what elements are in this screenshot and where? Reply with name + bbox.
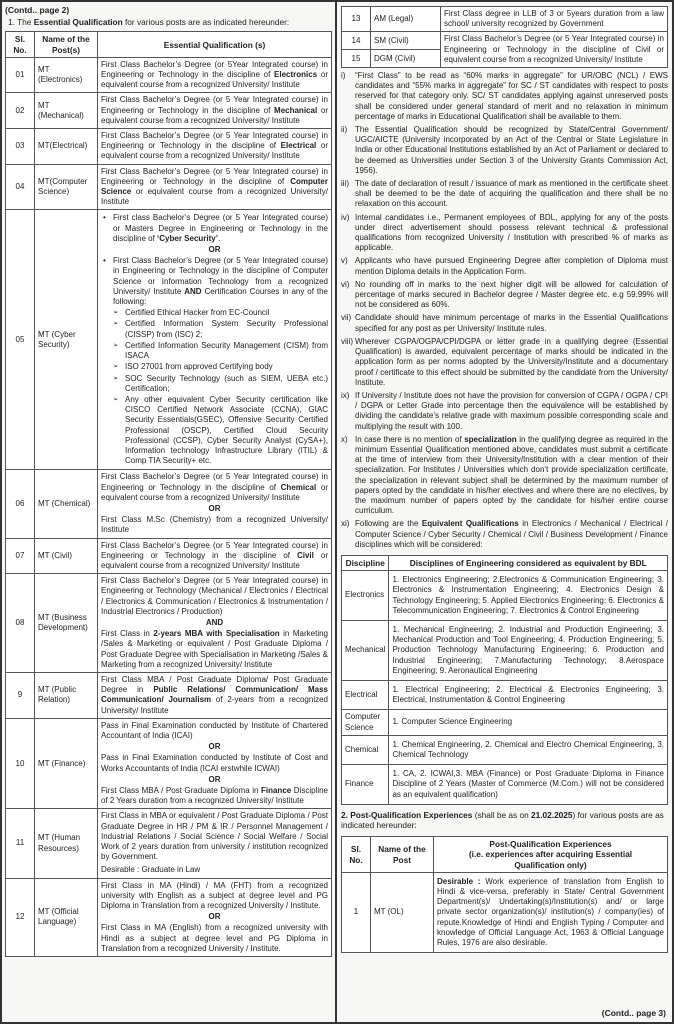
sl-no: 04	[6, 164, 35, 210]
text-segment: Internal candidates i.e., Permanent employees of BDL, applying for any of the posts under direct advertisement should possess relevant technical & professional qualifications from recognized University / Institution with prescribed % of marks as applicable.	[355, 212, 668, 253]
qualification	[98, 470, 332, 538]
bold-text: Electronics	[274, 70, 318, 80]
header-experience	[434, 837, 668, 873]
note-item	[341, 280, 668, 311]
table-row	[342, 620, 668, 680]
equivalent-disciplines: 1. Chemical Engineering, 2. Chemical and Electro Chemical Engineering, 3. Chemical Technology	[389, 735, 668, 764]
table-row	[6, 809, 332, 878]
bold-text: 2-years MBA with Specialisation	[153, 629, 280, 639]
text-segment: First Class MBA / Post Graduate Diploma/ Post Graduate Degree in	[101, 674, 328, 695]
post-qualification-experience-table	[341, 836, 668, 953]
table-row	[6, 574, 332, 673]
text-segment: Wherever CGPA/OGPA/CPI/DGPA or letter grade in a qualifying degree (Essential Qualification) is awarded, equivalent percentage of marks should be indicated in the application form as per norms adopted by the University/Institute and a documentary proof / certificate to this effect should be submitted by the candidate from the University/ Institute.	[355, 336, 668, 387]
text-segment: or equivalent course from a recognized University/ Institute	[101, 187, 328, 207]
qualification	[98, 93, 332, 129]
sl-no: 12	[6, 878, 35, 956]
bold-text: Equivalent Qualifications	[421, 519, 519, 529]
or-separator: OR	[208, 742, 221, 752]
qualification	[98, 878, 332, 956]
section-2-intro	[341, 810, 668, 830]
post-name: MT (Civil)	[35, 538, 98, 574]
sub-bullet-item	[101, 374, 328, 394]
sl-no: 07	[6, 538, 35, 574]
sl-no: 13	[342, 7, 371, 32]
text-segment: Applicants who have pursued Engineering Degree after completion of Diploma must mention Diploma details in the Application Form.	[355, 256, 668, 276]
header-sl-no: Sl. No.	[6, 32, 35, 57]
equivalent-disciplines-table	[341, 555, 668, 805]
right-column	[337, 2, 672, 1022]
paragraph	[101, 786, 328, 806]
sl-no: 10	[6, 718, 35, 809]
bullet-item	[101, 213, 328, 244]
sl-no: 03	[6, 129, 35, 165]
essential-qualification-table-continued	[341, 6, 668, 68]
qualification	[98, 809, 332, 878]
note-item	[341, 435, 668, 517]
bold-text: 21.02.2025	[531, 809, 573, 820]
text-segment: Certified Information System Security Professional (CISSP) from (ISC) 2;	[125, 319, 328, 339]
paragraph	[101, 541, 328, 572]
text-segment: for various posts are as indicated hereunder:	[122, 17, 290, 28]
post-name: MT (Cyber Security)	[35, 210, 98, 470]
table-row	[342, 710, 668, 735]
text-segment: Pass in Final Examination conducted by Institute of Cost and Works Accountants of India (ICAI erstwhile ICWAI)	[101, 753, 328, 773]
text-segment: “First Class” to be read as “60% marks in aggregate” for UR/OBC (NCL) / EWS candidates and “55% marks in aggregate” for SC / ST candidates with respect to posts reserved for that category only. SC/ ST candidates applying against unreserved posts shall be considered under general standard of merit and no relaxation in minimum percentage of marks in Educational Qualification shall be available to them.	[355, 71, 668, 121]
post-name: MT (Human Resources)	[35, 809, 98, 878]
note-text	[355, 337, 668, 388]
sl-no: 06	[6, 470, 35, 538]
text-segment: First Class in MBA or equivalent / Post Graduate Diploma / Post Graduate Degree in HR / PM & IR / Personnel Management / Industrial Relations / Social Science / Social Welfare / Social Work of 2 years duration from university / institution recognized by Government.	[101, 811, 328, 862]
bold-text: Computer Science	[101, 176, 328, 197]
paragraph	[101, 131, 328, 162]
text-segment: or equivalent course from a recognized University/ Institute	[101, 550, 328, 570]
note-item	[341, 213, 668, 254]
equivalent-disciplines: 1. Electronics Engineering; 2.Electronics & Communication Engineering; 3. Electronics & Instrumentation Engineering; 4. Electronics Design & Technology Engineering; 5. Applied Electronics Engineering; 6. Electronics & Telecommunication Engineering; 7. Electronics & Control Engineering	[389, 571, 668, 621]
text-segment: First class Bachelor’s Degree (or 5 Year Integrated course) or Masters Degree in Engineering or Technology in the discipline of	[113, 213, 328, 243]
notes-list	[341, 71, 668, 550]
paragraph	[101, 95, 328, 126]
text-segment: First Class Bachelor’s Degree (or 5 Year Integrated course) in Engineering or Technology in the discipline of Computer Science or Information Technology from a recognized University/ Institute	[113, 256, 328, 296]
equivalent-disciplines: 1. Electrical Engineering; 2. Electrical & Electronics Engineering; 3. Electrical, Instrumentation & Control Engineering	[389, 680, 668, 709]
sl-no: 1	[342, 872, 371, 952]
paragraph	[101, 515, 328, 535]
note-number: xi)	[341, 519, 350, 529]
or-separator: AND	[205, 617, 224, 627]
experience	[434, 872, 668, 952]
note-text	[355, 519, 668, 550]
header-post-name: Name of the Post(s)	[35, 32, 98, 57]
sub-bullet-item	[101, 341, 328, 361]
post-name: MT (Finance)	[35, 718, 98, 809]
note-text	[355, 280, 668, 311]
text-segment: Following are the	[355, 519, 422, 529]
sub-bullet-item	[101, 395, 328, 466]
note-number: vii)	[341, 313, 352, 323]
post-name: MT(Computer Science)	[35, 164, 98, 210]
paragraph	[101, 472, 328, 503]
sl-no: 05	[6, 210, 35, 470]
discipline: Mechanical	[342, 620, 389, 680]
table-row	[6, 93, 332, 129]
note-item	[341, 313, 668, 333]
paragraph	[101, 811, 328, 862]
discipline: Electronics	[342, 571, 389, 621]
text-segment: First Class MBA / Post Graduate Diploma in	[101, 786, 261, 796]
qualification	[98, 210, 332, 470]
header-experience-title: Post-Qualification Experiences	[489, 839, 612, 850]
text-segment: Certified Ethical Hacker from EC-Council	[125, 308, 270, 318]
note-text	[355, 256, 668, 276]
table-row	[6, 538, 332, 574]
text-segment: Candidate should have minimum percentage of marks in the Essential Qualifications specified for any post as per University/ Institute rules.	[355, 313, 668, 333]
paragraph	[101, 675, 328, 716]
post-name: MT (Official Language)	[35, 878, 98, 956]
discipline: Chemical	[342, 735, 389, 764]
sl-no: 11	[6, 809, 35, 878]
post-name: MT (Mechanical)	[35, 93, 98, 129]
text-segment: Work experience of translation from English to Hindi & vice-versa, preferably in State/ Central Government Department(s)/ Undertaking(s)/Institution(s) and/ or large private sector organization(s)/ institution(s) / company(ies) of repute.Knowledge of Hindi and English Typing / Computer and knowledge of Official Language Act, 1963 & Official Language Rules, 1976 are also desirable.	[437, 876, 664, 948]
text-segment: The date of declaration of result / issuance of mark as mentioned in the certificate sheet shall be deemed to be the date of acquiring the qualification and there shall be no relaxation on this account.	[355, 179, 668, 209]
table-row	[6, 718, 332, 809]
text-segment: First Class Bachelor’s Degree (or 5 Year Integrated course) in Engineering or Technology in the discipline of	[101, 131, 328, 151]
note-item	[341, 337, 668, 388]
table-row	[6, 164, 332, 210]
table-row	[6, 129, 332, 165]
text-segment: No rounding off in marks to the next higher digit will be allowed for calculation of percentage of marks secured in Bachelor degree / Master degree etc. e.g 59.99% will not be considered as 60%.	[355, 279, 668, 310]
note-text	[355, 435, 668, 517]
discipline: Electrical	[342, 680, 389, 709]
paragraph	[101, 865, 328, 875]
table-row	[342, 765, 668, 805]
bold-text: Chemical	[280, 482, 317, 492]
table-row	[6, 210, 332, 470]
text-segment: ) for various posts are as indicated hereunder:	[341, 809, 664, 831]
table-header-row	[342, 837, 668, 873]
text-segment: Any other equivalent Cyber Security certification like CISCO Certified Network Associate (CCNA), GIAC Security Essentials(GSEC), Offensive Security Certified Professional (OSCP), Certified Cloud Security Professional (CCSP), Cyber Security Analyst (CySA+), Information technology Infrastructure Library (ITIL) & Comp TIA Security+ etc.	[125, 394, 328, 466]
note-text	[355, 179, 668, 210]
table-row	[6, 878, 332, 956]
header-sl-no: Sl. No.	[342, 837, 371, 873]
essential-qualification-table	[5, 31, 332, 957]
header-discipline: Discipline	[342, 555, 389, 570]
or-separator: OR	[208, 245, 221, 255]
sub-bullet-item	[101, 362, 328, 372]
text-segment: Pass in Final Examination conducted by Institute of Chartered Accountant of India (ICAI)	[101, 720, 328, 740]
note-number: x)	[341, 434, 348, 444]
bold-text: 2. Post-Qualification Experiences	[341, 809, 473, 820]
text-segment: Discipline of 2 Years duration from a recognized University/ Institute	[101, 786, 328, 806]
or-separator: OR	[208, 912, 221, 922]
text-segment: 1. The	[8, 17, 34, 28]
note-number: vi)	[341, 279, 350, 289]
bold-text: specialization	[464, 434, 517, 444]
bold-text: Finance	[260, 786, 292, 796]
paragraph	[101, 721, 328, 741]
paragraph	[101, 753, 328, 773]
text-segment: First Class Bachelor’s Degree (or 5 Year Integrated course) in Engineering or Technology in the discipline of	[101, 540, 328, 560]
text-segment: .	[217, 233, 221, 243]
text-segment: First Class M.Sc (Chemistry) from a recognized University/ Institute	[101, 515, 328, 535]
bold-text: Essential Qualification	[33, 17, 123, 28]
continued-label: (Contd.. page 2)	[5, 5, 70, 15]
note-number: viii)	[341, 336, 353, 346]
post-name: MT (OL)	[371, 872, 434, 952]
bullet-item	[101, 256, 328, 307]
paragraph	[101, 167, 328, 208]
table-row	[342, 571, 668, 621]
text-segment: First Class Bachelor’s Degree (or 5 Year Integrated course) in Engineering or Technology in the discipline of	[101, 166, 328, 186]
text-segment: If University / Institute does not have the provision for conversion of CGPA / OGPA / CPI / DGPA or Letter Grade into percentage then the equivalence will be established by dividing the candidate’s relative grade with maximum possible corresponding scale and multiplying the result with 100.	[355, 390, 668, 431]
text-segment: First Class in	[101, 629, 154, 639]
note-number: v)	[341, 256, 348, 266]
sl-no: 01	[6, 57, 35, 93]
note-number: iv)	[341, 212, 350, 222]
paragraph	[101, 60, 328, 91]
text-segment: Certified Information Security Management (CISM) from ISACA	[125, 340, 328, 361]
text-segment: First Class Bachelor’s Degree (or 5 Year Integrated course) in Engineering or Technology (Mechanical / Electronics / Electrical / Electronics & Communication / Electronics & Instrumentation / Industrial Electronics / Production)	[101, 576, 328, 616]
note-text	[355, 313, 668, 333]
qualification	[98, 672, 332, 718]
post-name: MT (Business Development)	[35, 574, 98, 673]
bold-text: Public Relations/ Communication/ Mass Communication/ Journalism	[101, 685, 328, 705]
note-item	[341, 71, 668, 122]
text-segment: First Class Bachelor’s Degree (or 5 Year Integrated course) in Engineering or Technology in the discipline of	[101, 95, 328, 115]
post-name: AM (Legal)	[371, 7, 441, 32]
bold-text: Desirable :	[437, 876, 481, 886]
table-header-row	[342, 555, 668, 570]
note-item	[341, 179, 668, 210]
note-item	[341, 256, 668, 276]
post-name: MT (Chemical)	[35, 470, 98, 538]
paragraph	[101, 881, 328, 912]
text-segment: First Class in MA (Hindi) / MA (FHT) from a recognized university with English as a subject at degree level and PG Diploma in Translation from a recognized University / Institute.	[101, 880, 328, 911]
paragraph	[101, 576, 328, 617]
post-name: MT(Electrical)	[35, 129, 98, 165]
post-name: DGM (Civil)	[371, 50, 441, 68]
post-name: MT (Electronics)	[35, 57, 98, 93]
paragraph	[101, 629, 328, 670]
text-segment: in the qualifying degree as required in the minimum Essential Qualification mentioned above, candidates must submit a certificate at the time of interview from their University/Institution with a clear mention of their specialization. For Institutes / Universities which don’t provide specialization certificate, the specialization in relevant subject shall be determined by the maximum number of papers opted by the candidate in his/her electives and where there are no electives, by the maximum number of papers opted by the candidate for his/her entire course curriculum.	[355, 434, 669, 516]
discipline: Finance	[342, 765, 389, 805]
text-segment: In case there is no mention of	[355, 434, 465, 444]
note-number: ii)	[341, 125, 348, 135]
note-text	[355, 71, 668, 122]
note-item	[341, 519, 668, 550]
qualification	[98, 718, 332, 809]
qualification	[98, 129, 332, 165]
note-number: ix)	[341, 390, 350, 400]
table-row	[342, 32, 668, 50]
header-experience-subtitle: (i.e. experiences after acquiring Essential Qualification only)	[468, 849, 633, 870]
left-column	[2, 2, 337, 1022]
header-equivalent: Disciplines of Engineering considered as equivalent by BDL	[389, 555, 668, 570]
table-row	[6, 57, 332, 93]
bold-text: ‘Cyber Security’	[157, 233, 218, 243]
sl-no: 9	[6, 672, 35, 718]
text-segment: Certification Courses in any of the following:	[113, 286, 328, 307]
qualification: First Class degree in LLB of 3 or 5years duration from a law school/ university recognized by Government	[441, 7, 668, 32]
table-row	[6, 672, 332, 718]
text-segment: or equivalent course from a recognized University/ Institute	[101, 105, 328, 125]
note-number: iii)	[341, 179, 349, 189]
header-qualification: Essential Qualification (s)	[98, 32, 332, 57]
sl-no: 08	[6, 574, 35, 673]
post-name: SM (Civil)	[371, 32, 441, 50]
note-text	[355, 213, 668, 254]
text-segment: or equivalent course from a recognized University/ Institute	[101, 70, 328, 90]
qualification: First Class Bachelor’s Degree (or 5 Year Integrated course) in Engineering or Technology in the discipline of Civil or equivalent course from a recognized University/ Institute	[441, 32, 668, 68]
note-text	[355, 125, 668, 176]
equivalent-disciplines: 1. Mechanical Engineering; 2. Industrial and Production Engineering; 3. Mechanical Production and Tool Engineering; 4. Production Engineering; 5. Production Technology Manufacturing Engineering; 6. Production and Industrial Engineering; 7.Manufacturing Technology; 8.Aerospace Engineering; 9. Aeronautical Engineering	[389, 620, 668, 680]
sl-no: 14	[342, 32, 371, 50]
note-number: i)	[341, 71, 346, 81]
table-row	[342, 680, 668, 709]
text-segment: in Marketing /Sales & Marketing or equivalent / Post Graduate Diploma / Post Graduate Degree with Specialisation in Marketing /Sales & Marketing from a recognized University/ Institute	[101, 629, 329, 669]
continued-footer: (Contd.. page 3)	[601, 1007, 666, 1018]
text-segment: Desirable : Graduate in Law	[101, 865, 201, 875]
bold-text: Civil	[296, 550, 314, 560]
text-segment: ISO 27001 from approved Certifying body	[125, 362, 273, 372]
text-segment: in Electronics / Mechanical / Electrical / Computer Science / Cyber Security / Chemical / Civil / Business Development / Finance disciplines which will be considered:	[355, 519, 668, 549]
discipline: Computer Science	[342, 710, 389, 735]
section-1-intro	[8, 17, 332, 27]
text-segment: of 2-years from a recognized University/ Institute	[101, 695, 328, 715]
sl-no: 15	[342, 50, 371, 68]
bold-text: AND	[184, 286, 202, 296]
bold-text: Mechanical	[274, 105, 318, 115]
table-row	[342, 735, 668, 764]
text-segment: First Class Bachelor’s Degree (or 5 Year Integrated course) in Engineering or Technology in the discipline of	[101, 472, 328, 492]
note-item	[341, 125, 668, 176]
sub-bullet-item	[101, 319, 328, 339]
qualification	[98, 538, 332, 574]
table-row	[342, 872, 668, 952]
paragraph	[101, 923, 328, 954]
text-segment: The Essential Qualification should be recognized by State/Central Government/ UGC/AICTE (University incorporated by an Act of the Central or State Legislature in India or other Educational Institutions established by an Act of Parliament or declared to be deemed as Universities under Section 3 of the University Grants Commission Act, 1956).	[355, 125, 668, 175]
table-row	[342, 7, 668, 32]
text-segment: (shall be as on	[472, 809, 531, 820]
text-segment: First Class in MA (English) from a recognized university with Hindi as a subject at degree level and PG Diploma in Translation from a recognized University / Institute.	[101, 923, 328, 953]
or-separator: OR	[208, 774, 221, 784]
bold-text: Electrical	[280, 141, 317, 151]
equivalent-disciplines: 1. Computer Science Engineering	[389, 710, 668, 735]
header-post-name: Name of the Post	[371, 837, 434, 873]
qualification	[98, 164, 332, 210]
text-segment: First Class Bachelor’s Degree (or 5Year Integrated course) in Engineering or Technology in the discipline of	[101, 59, 328, 80]
qualification	[98, 57, 332, 93]
text-segment: SOC Security Technology (such as SIEM, UEBA etc.) Certification;	[125, 373, 328, 393]
table-header-row	[6, 32, 332, 57]
equivalent-disciplines: 1. CA, 2. ICWAI,3. MBA (Finance) or Post Graduate Diploma in Finance Discipline of 2 Years (Master of Commerce (M.Com.) will not be considered as an equivalent qualification)	[389, 765, 668, 805]
table-row	[6, 470, 332, 538]
or-separator: OR	[208, 503, 221, 513]
text-segment: or equivalent course from a recognized University/ Institute	[101, 141, 329, 161]
post-name: MT (Public Relation)	[35, 672, 98, 718]
sl-no: 02	[6, 93, 35, 129]
qualification	[98, 574, 332, 673]
sub-bullet-item	[101, 308, 328, 318]
note-text	[355, 391, 668, 432]
text-segment: or equivalent course from a recognized University/ Institute	[101, 482, 329, 502]
note-item	[341, 391, 668, 432]
